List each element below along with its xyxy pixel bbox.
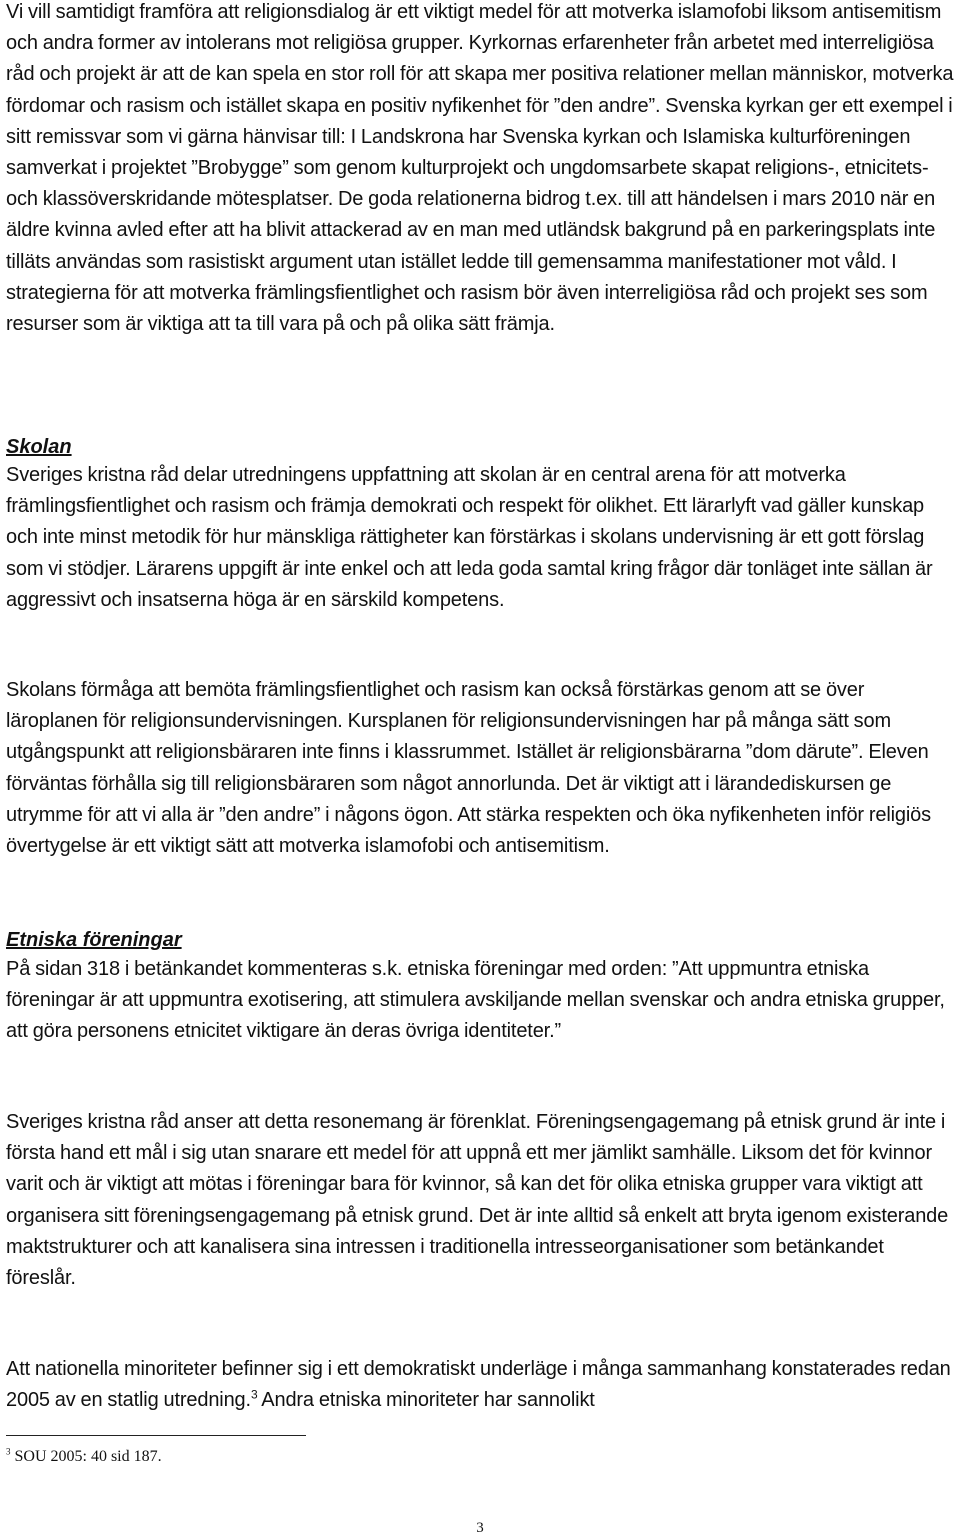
paragraph-skolan-2: Skolans förmåga att bemöta främlingsfientlighet och rasism kan också förstärkas genom att se över läroplanen för religionsundervisningen. Kursplanen för religionsundervisningen har på många sätt som utgångspunkt att religionsbäraren inte finns i klassrummet. Istället är religionsbärarna ”dom därute”. Eleven förväntas förhålla sig till religionsbäraren som något annorlunda. Det är viktigt att i lärandediskursen ge utrymme för att vi alla är ”den andre” i någons ögon. Att stärka respekten och öka nyfikenheten inför religiös övertygelse är ett viktigt sätt att motverka islamofobi och antisemitism. <box>6 679 932 858</box>
heading-etniska-foreningar: Etniska föreningar <box>6 929 182 951</box>
footnote-text: SOU 2005: 40 sid 187. <box>10 1448 162 1465</box>
footnote-divider <box>6 1435 306 1436</box>
page-number: 3 <box>476 1520 484 1536</box>
paragraph-skolan-1: Sveriges kristna råd delar utredningens uppfattning att skolan är en central arena för att motverka främlingsfientlighet och rasism och främja demokrati och respekt för olikhet. Ett lärarlyft vad gäller kunskap och inte minst metodik för hur mänskliga rättigheter kan förstärkas i skolans undervisning är ett gott förslag som vi stödjer. Lärarens uppgift är inte enkel och att leda goda samtal kring frågor där tonläget inte sällan är aggressivt och insatserna höga är en särskild kompetens. <box>6 464 933 611</box>
paragraph-text-part-1: Att nationella minoriteter befinner sig i ett demokratiskt underläge i många sammanhang konstaterades redan 2005 av en statlig utredning. <box>6 1358 951 1412</box>
heading-skolan: Skolan <box>6 436 72 458</box>
paragraph-etniska-1: På sidan 318 i betänkandet kommenteras s.k. etniska föreningar med orden: ”Att uppmuntra etniska föreningar är att uppmuntra exotisering, att stimulera avskiljande mellan svenskar och andra etniska grupper, att göra personens etnicitet viktigare än deras övriga identiteter.” <box>6 958 945 1043</box>
paragraph-text-part-2: Andra etniska minoriteter har sannolikt <box>257 1389 595 1412</box>
footnote-mark: 3 <box>6 1446 11 1457</box>
paragraph-religionsdialog: Vi vill samtidigt framföra att religionsdialog är ett viktigt medel för att motverka islamofobi liksom antisemitism och andra former av intolerans mot religiösa grupper. Kyrkornas erfarenheter från arbetet med interreligiösa råd och projekt är att de kan spela en stor roll för att skapa mer positiva relationer mellan människor, motverka fördomar och rasism och istället skapa en positiv nyfikenhet för ”den andre”. Svenska kyrkan ger ett exempel i sitt remissvar som vi gärna hänvisar till: I Landskrona har Svenska kyrkan och Islamiska kulturföreningen samverkat i projektet ”Brobygge” som genom kulturprojekt och ungdomsarbete skapat religions-, etnicitets- och klassöverskridande mötesplatser. De goda relationerna bidrog t.ex. till att händelsen i mars 2010 när en äldre kvinna avled efter att ha blivit attackerad av en man med utländsk bakgrund på en parkeringsplats inte tilläts användas som rasistiskt argument utan istället ledde till gemensamma manifestationer mot våld. I strategierna för att motverka främlingsfientlighet och rasism bör även interreligiösa råd och projekt ses som resurser som är viktiga att ta till vara på och på olika sätt främja. <box>6 1 954 336</box>
paragraph-etniska-2: Sveriges kristna råd anser att detta resonemang är förenklat. Föreningsengagemang på etnisk grund är inte i första hand ett mål i sig utan snarare ett medel för att uppnå ett mer jämlikt samhälle. Liksom det för kvinnor varit och är viktigt att mötas i föreningar bara för kvinnor, så kan det för olika etniska grupper vara viktigt att organisera sitt föreningsengagemang på etnisk grund. Det är inte alltid så enkelt att bryta igenom existerande maktstrukturer och att kanalisera sina intressen i traditionella intresseorganisationer som betänkandet föreslår. <box>6 1111 949 1290</box>
footnote <box>6 1448 162 1466</box>
footnote-reference[interactable]: 3 <box>250 1387 258 1402</box>
paragraph-nationella-minoriteter <box>6 1354 958 1416</box>
